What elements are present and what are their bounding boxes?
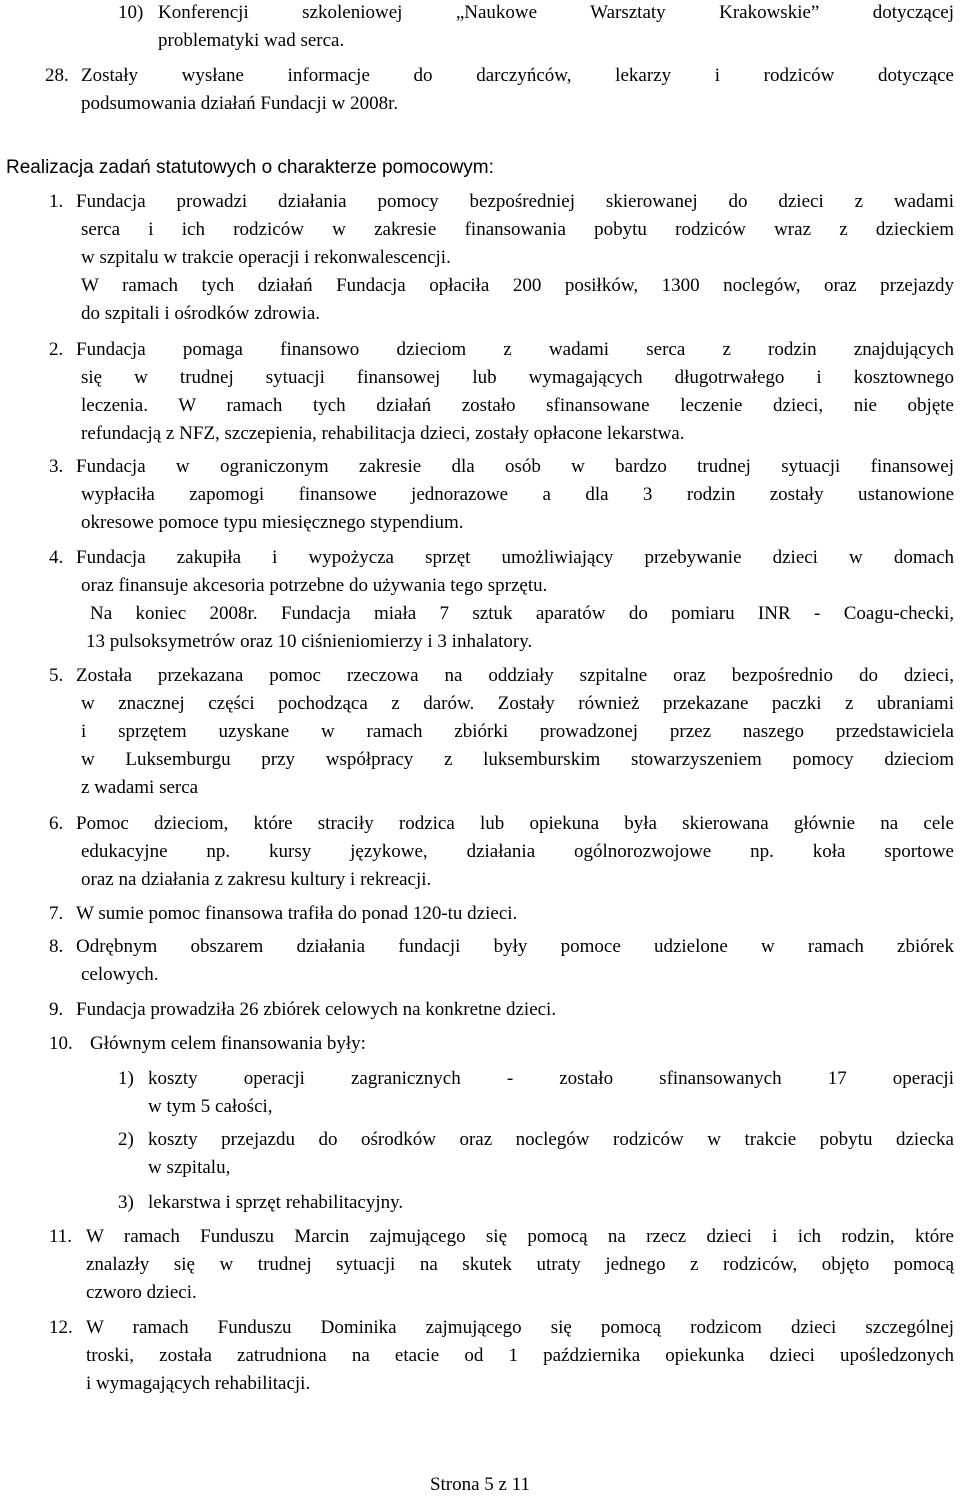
item-number: 6. bbox=[49, 813, 64, 834]
item-number: 11. bbox=[49, 1226, 73, 1247]
item-number: 2. bbox=[49, 339, 64, 360]
item-number: 7. bbox=[49, 903, 64, 924]
paragraph-line: Fundacja prowadziła 26 zbiórek celowych na konkretne dzieci. bbox=[76, 999, 557, 1020]
paragraph-line: z wadami serca bbox=[81, 777, 199, 798]
item-number: 12. bbox=[49, 1317, 73, 1338]
paragraph-line: Zostały wysłane informacje do darczyńców, lekarzy i rodziców dotyczące bbox=[81, 65, 954, 86]
paragraph-line: Konferencji szkoleniowej „Naukowe Warsztaty Krakowskie” dotyczącej bbox=[158, 2, 954, 23]
paragraph-line: Odrębnym obszarem działania fundacji były pomoce udzielone w ramach zbiórek bbox=[76, 936, 954, 957]
paragraph-line: celowych. bbox=[81, 964, 159, 985]
subitem-number: 2) bbox=[118, 1129, 134, 1150]
paragraph-line: w szpitalu w trakcie operacji i rekonwalescencji. bbox=[81, 247, 451, 268]
item-number: 5. bbox=[49, 665, 64, 686]
paragraph-line: Głównym celem finansowania były: bbox=[90, 1033, 366, 1054]
paragraph-line: troski, została zatrudniona na etacie od 1 października opiekunka dzieci upośledzonych bbox=[86, 1345, 954, 1366]
paragraph-line: koszty przejazdu do ośrodków oraz noclegów rodziców w trakcie pobytu dziecka bbox=[148, 1129, 954, 1150]
paragraph-line: czworo dzieci. bbox=[86, 1282, 197, 1303]
paragraph-line: W ramach tych działań Fundacja opłaciła 200 posiłków, 1300 noclegów, oraz przejazdy bbox=[81, 275, 954, 296]
paragraph-line: koszty operacji zagranicznych - zostało sfinansowanych 17 operacji bbox=[148, 1068, 954, 1089]
paragraph-line: lekarstwa i sprzęt rehabilitacyjny. bbox=[148, 1192, 404, 1213]
paragraph-line: edukacyjne np. kursy językowe, działania ogólnorozwojowe np. koła sportowe bbox=[81, 841, 954, 862]
paragraph-line: się w trudnej sytuacji finansowej lub wymagających długotrwałego i kosztownego bbox=[81, 367, 954, 388]
paragraph-line: Pomoc dzieciom, które straciły rodzica lub opiekuna była skierowana głównie na cele bbox=[76, 813, 954, 834]
section-heading: Realizacja zadań statutowych o charakterze pomocowym: bbox=[6, 157, 494, 178]
subitem-number: 3) bbox=[118, 1192, 134, 1213]
paragraph-line: W sumie pomoc finansowa trafiła do ponad 120-tu dzieci. bbox=[76, 903, 518, 924]
paragraph-line: problematyki wad serca. bbox=[158, 30, 345, 51]
paragraph-line: znalazły się w trudnej sytuacji na skutek utraty jednego z rodziców, objęto pomocą bbox=[86, 1254, 954, 1275]
paragraph-line: W ramach Funduszu Marcin zajmującego się pomocą na rzecz dzieci i ich rodzin, które bbox=[86, 1226, 954, 1247]
paragraph-line: wypłaciła zapomogi finansowe jednorazowe a dla 3 rodzin zostały ustanowione bbox=[81, 484, 954, 505]
item-number: 8. bbox=[49, 936, 64, 957]
paragraph-line: Fundacja pomaga finansowo dzieciom z wadami serca z rodzin znajdujących bbox=[76, 339, 954, 360]
paragraph-line: do szpitali i ośrodków zdrowia. bbox=[81, 303, 321, 324]
paragraph-line: w szpitalu, bbox=[148, 1157, 231, 1178]
subitem-number: 1) bbox=[118, 1068, 134, 1089]
paragraph-line: w znacznej części pochodząca z darów. Zostały również przekazane paczki z ubraniami bbox=[81, 693, 954, 714]
paragraph-line: oraz na działania z zakresu kultury i rekreacji. bbox=[81, 869, 432, 890]
paragraph-line: refundacją z NFZ, szczepienia, rehabilitacja dzieci, zostały opłacone lekarstwa. bbox=[81, 423, 685, 444]
paragraph-line: Została przekazana pomoc rzeczowa na oddziały szpitalne oraz bezpośrednio do dzieci, bbox=[76, 665, 954, 686]
item-number: 1. bbox=[49, 191, 64, 212]
paragraph-line: i wymagających rehabilitacji. bbox=[86, 1373, 311, 1394]
paragraph-line: w Luksemburgu przy współpracy z luksemburskim stowarzyszeniem pomocy dzieciom bbox=[81, 749, 954, 770]
paragraph-line: leczenia. W ramach tych działań zostało sfinansowane leczenie dzieci, nie objęte bbox=[81, 395, 954, 416]
paragraph-line: podsumowania działań Fundacji w 2008r. bbox=[81, 93, 399, 114]
paragraph-line: Na koniec 2008r. Fundacja miała 7 sztuk aparatów do pomiaru INR - Coagu-checki, bbox=[90, 603, 954, 624]
paragraph-line: i sprzętem uzyskane w ramach zbiórki prowadzonej przez naszego przedstawiciela bbox=[81, 721, 954, 742]
paragraph-line: w tym 5 całości, bbox=[148, 1096, 273, 1117]
paragraph-line: 13 pulsoksymetrów oraz 10 ciśnieniomierzy i 3 inhalatory. bbox=[86, 631, 533, 652]
paragraph-line: Fundacja zakupiła i wypożycza sprzęt umożliwiający przebywanie dzieci w domach bbox=[76, 547, 954, 568]
page-number-footer: Strona 5 z 11 bbox=[429, 1474, 531, 1495]
item-number: 9. bbox=[49, 999, 64, 1020]
paragraph-line: oraz finansuje akcesoria potrzebne do używania tego sprzętu. bbox=[81, 575, 548, 596]
item-number: 28. bbox=[45, 65, 69, 86]
paragraph-line: W ramach Funduszu Dominika zajmującego się pomocą rodzicom dzieci szczególnej bbox=[86, 1317, 954, 1338]
paragraph-line: Fundacja w ograniczonym zakresie dla osób w bardzo trudnej sytuacji finansowej bbox=[76, 456, 954, 477]
paragraph-line: Fundacja prowadzi działania pomocy bezpośredniej skierowanej do dzieci z wadami bbox=[76, 191, 954, 212]
item-number: 4. bbox=[49, 547, 64, 568]
item-number: 10. bbox=[49, 1033, 73, 1054]
paragraph-line: serca i ich rodziców w zakresie finansowania pobytu rodziców wraz z dzieckiem bbox=[81, 219, 954, 240]
paragraph-line: okresowe pomoce typu miesięcznego stypendium. bbox=[81, 512, 464, 533]
item-number: 3. bbox=[49, 456, 64, 477]
item-number: 10) bbox=[118, 2, 144, 23]
